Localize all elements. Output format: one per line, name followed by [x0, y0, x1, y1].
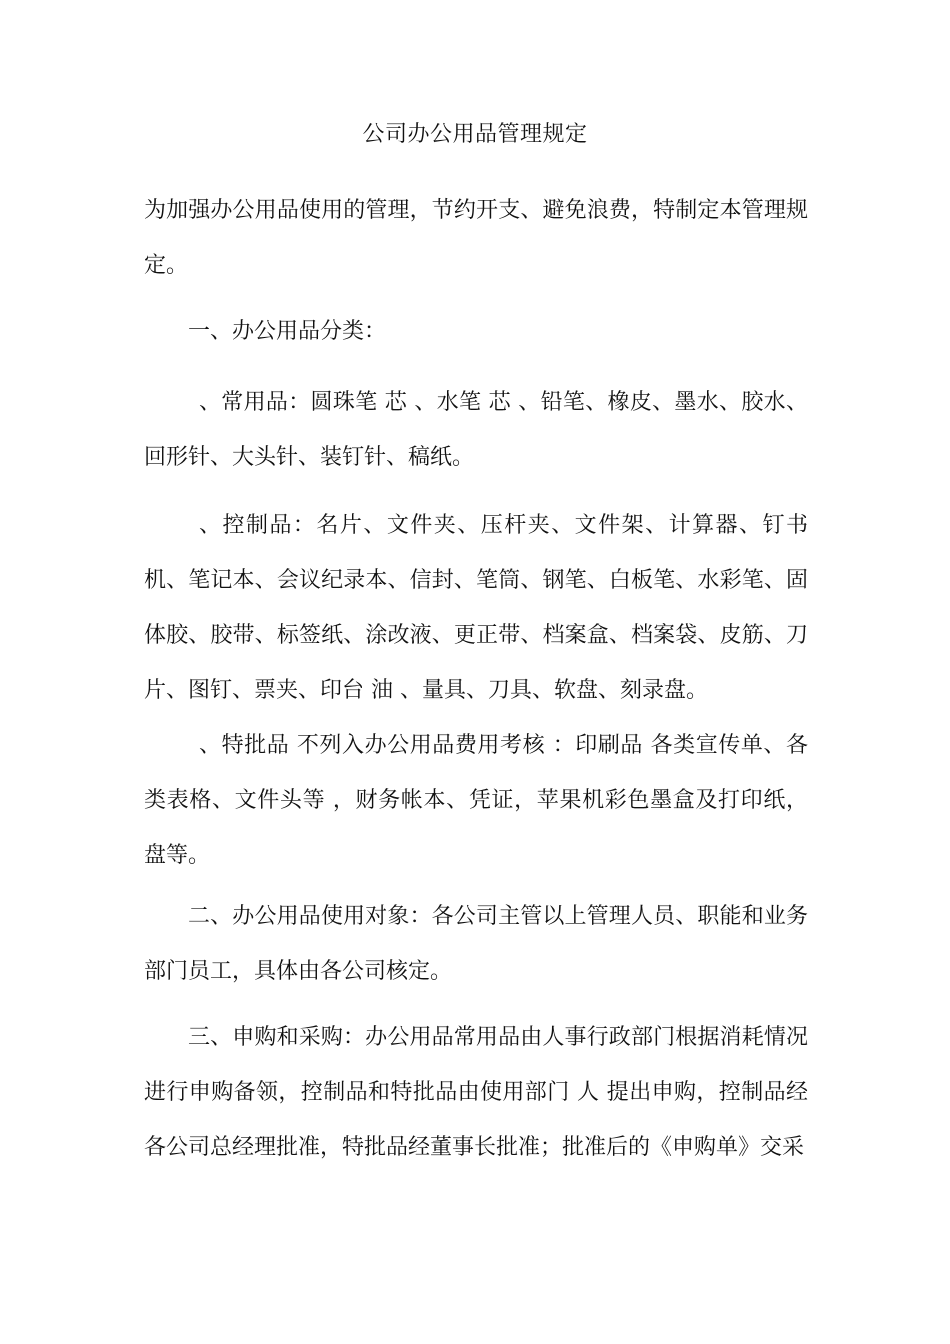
document-title: 公司办公用品管理规定	[362, 122, 588, 147]
section-2-paragraph: 二、办公用品使用对象：各公司主管以上管理人员、职能和业务部门员工，具体由各公司核定。	[144, 904, 808, 984]
special-items-paragraph: 、特批品 不列入办公用品费用考核 ：印刷品 各类宣传单、各类表格、文件头等 ，财务帐本、凭证，苹果机彩色墨盒及打印纸，盘等。	[144, 733, 808, 868]
controlled-items-paragraph: 、控制品：名片、文件夹、压杆夹、文件架、计算器、钉书机、笔记本、会议纪录本、信封、笔筒、钢笔、白板笔、水彩笔、固体胶、胶带、标签纸、涂改液、更正带、档案盒、档案袋、皮筋、刀片、图钉、票夹、印台 油 、量具、刀具、软盘、刻录盘。	[144, 513, 808, 703]
section-1-heading: 一、办公用品分类：	[188, 319, 387, 344]
section-3-paragraph: 三、申购和采购：办公用品常用品由人事行政部门根据消耗情况进行申购备领，控制品和特批品由使用部门 人 提出申购，控制品经各公司总经理批准，特批品经董事长批准；批准后的《申购单》交采	[144, 1025, 808, 1160]
intro-paragraph: 为加强办公用品使用的管理，节约开支、避免浪费，特制定本管理规定。	[144, 198, 808, 278]
common-items-paragraph: 、常用品：圆珠笔 芯 、水笔 芯 、铅笔、橡皮、墨水、胶水、回形针、大头针、装钉针、稿纸。	[144, 390, 808, 470]
